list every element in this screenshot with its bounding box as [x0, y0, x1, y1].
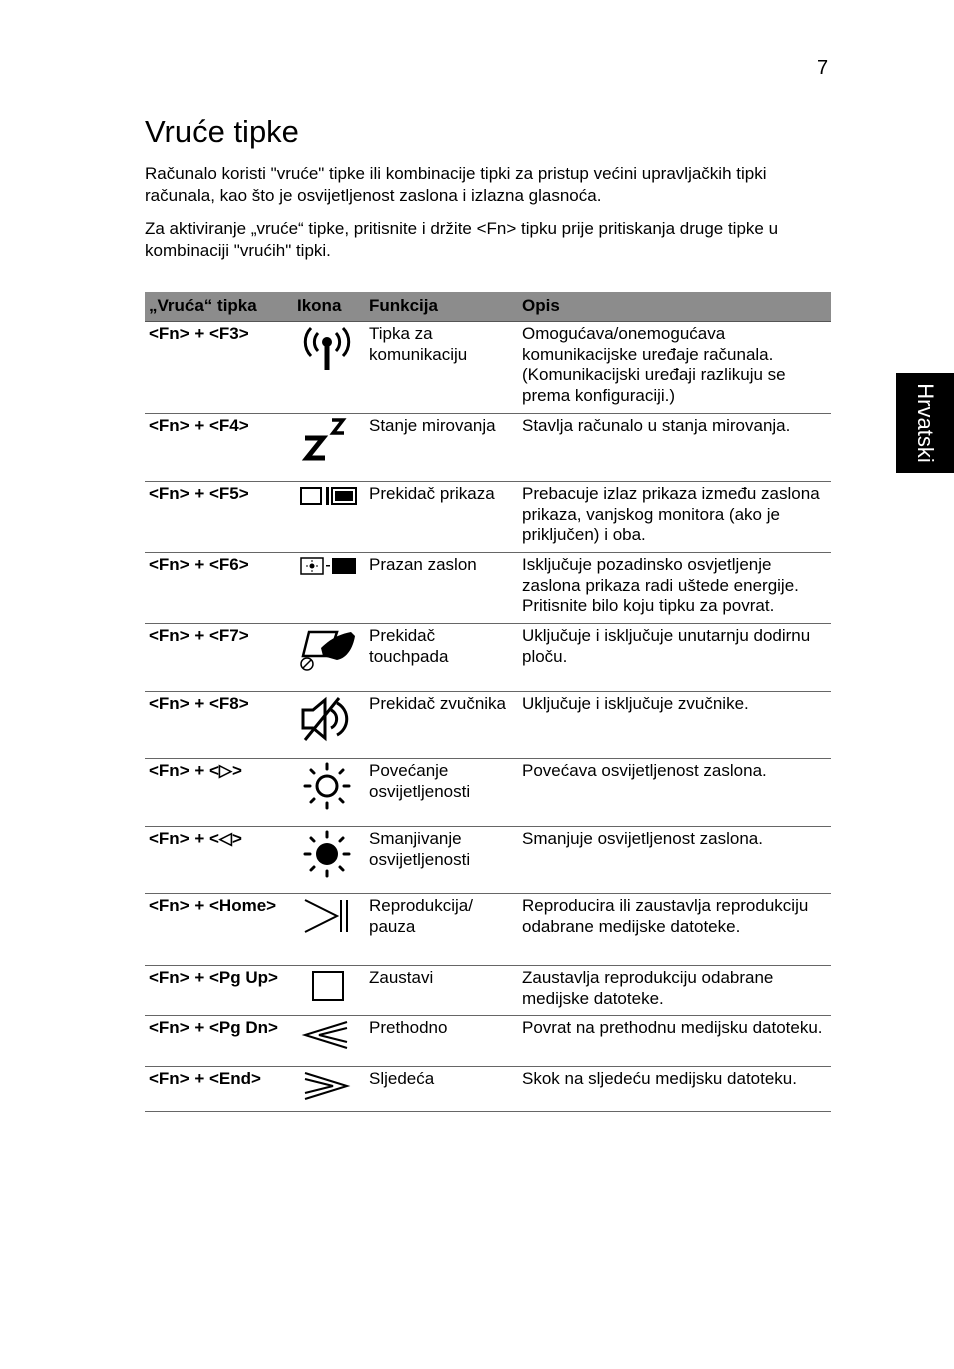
- table-row: [145, 759, 831, 827]
- hotkey-cell: <Fn> + <▷>: [145, 759, 293, 827]
- header-function: Funkcija: [365, 292, 518, 322]
- function-cell: Stanje mirovanja: [365, 414, 518, 482]
- table-row: [145, 624, 831, 692]
- function-cell: Prethodno: [365, 1016, 518, 1067]
- table-row: [145, 894, 831, 966]
- touchpad-toggle-icon: [299, 626, 359, 672]
- function-cell: Prekidač touchpada: [365, 624, 518, 692]
- hotkey-cell: <Fn> + <F5>: [145, 482, 293, 553]
- function-cell: Prekidač prikaza: [365, 482, 518, 553]
- table-row: [145, 1016, 831, 1067]
- function-cell: Prekidač zvučnika: [365, 692, 518, 759]
- table-row: [145, 827, 831, 894]
- hotkey-cell: <Fn> + <Pg Up>: [145, 966, 293, 1016]
- hotkey-cell: <Fn> + <F3>: [145, 322, 293, 414]
- display-toggle-icon: [299, 484, 359, 510]
- hotkey-cell: <Fn> + <F8>: [145, 692, 293, 759]
- speaker-mute-icon: [299, 694, 355, 744]
- previous-track-icon: [299, 1018, 355, 1052]
- hotkeys-table: [145, 292, 831, 1112]
- function-cell: Tipka za komunikaciju: [365, 322, 518, 414]
- table-row: [145, 692, 831, 759]
- intro-paragraph: Za aktiviranje „vruće“ tipke, pritisnite i držite <Fn> tipku prije pritiskanja druge tipke u kombinaciji "vrućih" tipki.: [145, 219, 779, 260]
- header-icon: Ikona: [293, 292, 365, 322]
- description-cell: Zaustavlja reprodukciju odabrane medijske datoteke.: [518, 966, 831, 1016]
- wireless-antenna-icon: [299, 324, 355, 374]
- description-cell: Stavlja računalo u stanja mirovanja.: [518, 414, 831, 482]
- description-cell: Omogućava/onemogućava komunikacijske uređaje računala. (Komunikacijski uređaji razlikuju se prema konfiguraciji.): [518, 322, 831, 414]
- table-row: [145, 482, 831, 553]
- description-cell: Isključuje pozadinsko osvjetljenje zaslona prikaza radi uštede energije. Pritisnite bilo koju tipku za povrat.: [518, 553, 831, 624]
- description-cell: Povećava osvijetljenost zaslona.: [518, 759, 831, 827]
- description-cell: Reproducira ili zaustavlja reprodukciju odabrane medijske datoteke.: [518, 894, 831, 966]
- hotkey-cell: <Fn> + <F7>: [145, 624, 293, 692]
- table-header-row: [145, 292, 831, 322]
- hotkey-cell: <Fn> + <F4>: [145, 414, 293, 482]
- hotkey-cell: <Fn> + <Pg Dn>: [145, 1016, 293, 1067]
- table-row: [145, 414, 831, 482]
- header-hotkey: „Vruća“ tipka: [145, 292, 293, 322]
- table-row: [145, 966, 831, 1016]
- screen-blank-icon: [299, 555, 359, 579]
- stop-icon: [299, 968, 355, 1004]
- brightness-up-icon: [299, 761, 355, 811]
- language-tab-label: Hrvatski: [913, 383, 938, 463]
- function-cell: Povećanje osvijetljenosti: [365, 759, 518, 827]
- description-cell: Uključuje i isključuje zvučnike.: [518, 692, 831, 759]
- language-tab: [896, 373, 954, 473]
- page-number: 7: [817, 57, 829, 79]
- description-cell: Povrat na prethodnu medijsku datoteku.: [518, 1016, 831, 1067]
- hotkey-cell: <Fn> + <◁>: [145, 827, 293, 894]
- description-cell: Smanjuje osvijetljenost zaslona.: [518, 827, 831, 894]
- table-row: [145, 1067, 831, 1112]
- description-cell: Uključuje i isključuje unutarnju dodirnu ploču.: [518, 624, 831, 692]
- table-row: [145, 553, 831, 624]
- function-cell: Reprodukcija/ pauza: [365, 894, 518, 966]
- header-description: Opis: [518, 292, 831, 322]
- sleep-zz-icon: [299, 416, 355, 466]
- page-title: Vruće tipke: [145, 114, 299, 149]
- description-cell: Prebacuje izlaz prikaza između zaslona prikaza, vanjskog monitora (ako je priključen) i oba.: [518, 482, 831, 553]
- brightness-down-icon: [299, 829, 355, 879]
- function-cell: Zaustavi: [365, 966, 518, 1016]
- hotkey-cell: <Fn> + <F6>: [145, 553, 293, 624]
- play-pause-icon: [299, 896, 355, 936]
- table-row: [145, 322, 831, 414]
- function-cell: Prazan zaslon: [365, 553, 518, 624]
- next-track-icon: [299, 1069, 355, 1103]
- description-cell: Skok na sljedeću medijsku datoteku.: [518, 1067, 831, 1112]
- function-cell: Smanjivanje osvijetljenosti: [365, 827, 518, 894]
- hotkey-cell: <Fn> + <Home>: [145, 894, 293, 966]
- function-cell: Sljedeća: [365, 1067, 518, 1112]
- hotkey-cell: <Fn> + <End>: [145, 1067, 293, 1112]
- intro-paragraph: Računalo koristi "vruće" tipke ili kombinacije tipki za pristup većini upravljačkih tipki računala, kao što je osvijetljenost zaslona i izlazna glasnoća.: [145, 164, 767, 205]
